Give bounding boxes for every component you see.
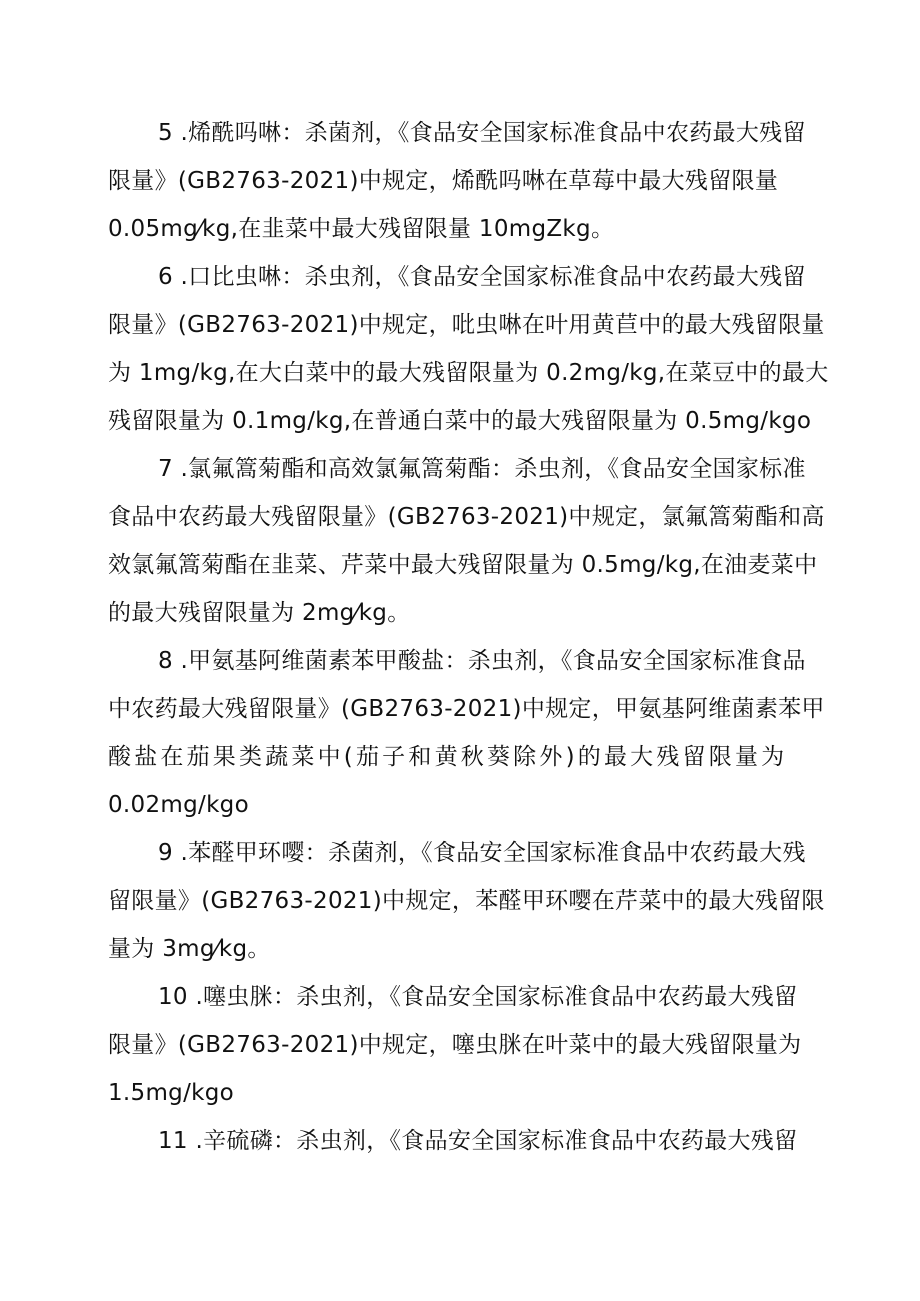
paragraph-line: 酸盐在茄果类蔬菜中(茄子和黄秋葵除外)的最大残留限量为 <box>108 744 788 770</box>
paragraph-line: 6 .口比虫啉：杀虫剂，《食品安全国家标准食品中农药最大残留 <box>158 264 806 290</box>
paragraph-line: 7 .氯氟篙菊酯和高效氯氟篙菊酯：杀虫剂，《食品安全国家标准 <box>158 456 806 482</box>
paragraph-line: 留限量》(GB2763-2021)中规定，苯醛甲环嘤在芹菜中的最大残留限 <box>108 888 825 914</box>
paragraph-line: 11 .辛硫磷：杀虫剂，《食品安全国家标准食品中农药最大残留 <box>158 1128 798 1154</box>
paragraph-line: 的最大残留限量为 2mg⁄kg。 <box>108 600 411 626</box>
paragraph-line: 限量》(GB2763-2021)中规定，吡虫啉在叶用黄苣中的最大残留限量 <box>108 312 825 338</box>
paragraph-line: 5 .烯酰吗啉：杀菌剂，《食品安全国家标准食品中农药最大残留 <box>158 120 806 146</box>
paragraph-line: 为 1mg/kg,在大白菜中的最大残留限量为 0.2mg/kg,在菜豆中的最大 <box>108 360 829 386</box>
paragraph-line: 0.02mg/kgo <box>108 792 249 818</box>
paragraph-line: 残留限量为 0.1mg/kg,在普通白菜中的最大残留限量为 0.5mg/kgo <box>108 408 812 434</box>
paragraph-line: 限量》(GB2763-2021)中规定，烯酰吗啉在草莓中最大残留限量 <box>108 168 779 194</box>
paragraph-line: 0.05mg⁄kg,在韭菜中最大残留限量 10mgZkg。 <box>108 216 615 242</box>
paragraph-line: 限量》(GB2763-2021)中规定，噻虫脒在叶菜中的最大残留限量为 <box>108 1032 802 1058</box>
paragraph-line: 中农药最大残留限量》(GB2763-2021)中规定，甲氨基阿维菌素苯甲 <box>108 696 825 722</box>
paragraph-line: 量为 3mg⁄kg。 <box>108 936 271 962</box>
paragraph-line: 10 .噻虫脒：杀虫剂，《食品安全国家标准食品中农药最大残留 <box>158 984 798 1010</box>
paragraph-line: 9 .苯醛甲环嘤：杀菌剂，《食品安全国家标准食品中农药最大残 <box>158 840 806 866</box>
paragraph-line: 8 .甲氨基阿维菌素苯甲酸盐：杀虫剂，《食品安全国家标准食品 <box>158 648 806 674</box>
paragraph-line: 效氯氟篙菊酯在韭菜、芹菜中最大残留限量为 0.5mg/kg,在油麦菜中 <box>108 552 818 578</box>
paragraph-line: 1.5mg/kgo <box>108 1080 235 1106</box>
paragraph-line: 食品中农药最大残留限量》(GB2763-2021)中规定，氯氟篙菊酯和高 <box>108 504 825 530</box>
